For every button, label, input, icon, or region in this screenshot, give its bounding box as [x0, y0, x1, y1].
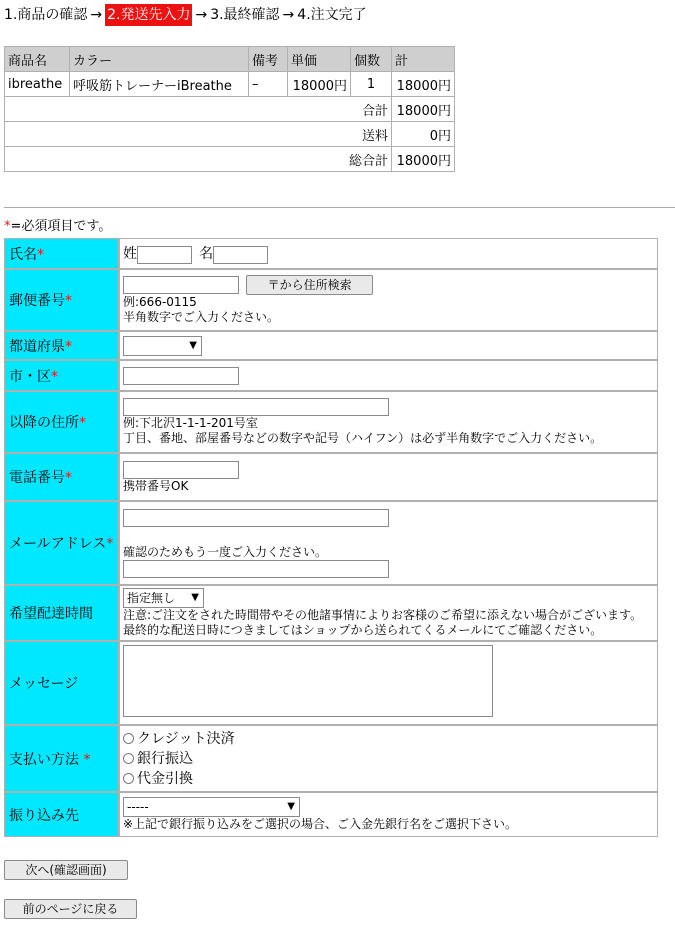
address-input[interactable] [123, 398, 389, 416]
required-mark: * [51, 368, 58, 385]
payment-option-credit[interactable] [123, 729, 654, 749]
email-confirm-input[interactable] [123, 560, 389, 578]
radio-button[interactable] [123, 733, 134, 744]
form-row-message [4, 641, 658, 725]
product-qty: 1 [351, 72, 392, 97]
bank-selected: ----- [127, 800, 149, 814]
address-label-cell [4, 391, 119, 453]
delivery-time-select[interactable] [123, 588, 204, 608]
order-summary-table [4, 46, 455, 172]
product-price: 18000円 [288, 72, 351, 97]
step-1: 1.商品の確認 [4, 7, 88, 23]
email-label: メールアドレス [9, 536, 107, 552]
tel-label: 電話番号 [9, 470, 65, 486]
zip-field-cell [119, 269, 658, 331]
email-confirm-hint: 確認のためもう一度ご入力ください。 [123, 544, 328, 559]
email-input[interactable] [123, 509, 389, 527]
radio-button[interactable] [123, 773, 134, 784]
checkout-steps [4, 4, 367, 26]
col-header-product: 商品名 [5, 47, 70, 72]
pref-label-cell [4, 331, 119, 360]
form-row-pref [4, 331, 658, 360]
bank-label-cell [4, 792, 119, 837]
shipping-form [4, 238, 658, 837]
form-row-email [4, 501, 658, 585]
required-mark: * [65, 338, 72, 355]
product-total: 18000円 [392, 72, 455, 97]
address-search-button[interactable]: 〒から住所検索 [246, 275, 373, 295]
address-hint: 丁目、番地、部屋番号などの数字や記号（ハイフン）は必ず半角数字でご入力ください。 [123, 431, 603, 445]
chevron-down-icon: ▼ [189, 339, 197, 351]
grand-total-label: 総合計 [5, 147, 392, 172]
col-header-price: 単価 [288, 47, 351, 72]
pref-label: 都道府県 [9, 338, 65, 355]
first-name-input[interactable] [213, 246, 268, 264]
payment-label-cell [4, 725, 119, 792]
chevron-down-icon: ▼ [191, 592, 199, 603]
bank-label: 振り込み先 [9, 807, 79, 824]
step-arrow: → [282, 7, 295, 23]
delivery-time-selected: 指定無し [127, 591, 176, 605]
product-name: ibreathe [5, 72, 70, 97]
tel-hint: 携帯番号OK [123, 478, 189, 493]
col-header-note: 備考 [249, 47, 288, 72]
form-row-name [4, 238, 658, 269]
zip-hint: 半角数字でご入力ください。 [123, 310, 280, 324]
payment-option-label: 銀行振込 [137, 750, 193, 767]
name-field-cell [119, 238, 658, 269]
payment-option-bank[interactable] [123, 749, 654, 769]
shipping-label: 送料 [5, 122, 392, 147]
payment-label: 支払い方法 [9, 751, 79, 768]
grand-total-row [5, 147, 455, 172]
bank-field-cell [119, 792, 658, 837]
grand-total-value: 18000円 [392, 147, 455, 172]
delivery-time-label-cell [4, 585, 119, 641]
product-note: – [249, 72, 288, 97]
required-mark: * [65, 293, 72, 309]
city-input[interactable] [123, 367, 239, 385]
city-label: 市・区 [9, 368, 51, 385]
subtotal-label: 合計 [5, 97, 392, 122]
subtotal-value: 18000円 [392, 97, 455, 122]
zip-example: 例:666-0115 [123, 295, 197, 309]
pref-field-cell [119, 331, 658, 360]
email-label-cell [4, 501, 119, 585]
zip-label-cell [4, 269, 119, 331]
required-mark: * [79, 415, 86, 431]
shipping-row [5, 122, 455, 147]
address-field-cell [119, 391, 658, 453]
required-mark: * [4, 219, 11, 234]
product-color: 呼吸筋トレーナーiBreathe [70, 72, 249, 97]
first-name-label: 名 [199, 246, 214, 263]
last-name-input[interactable] [137, 246, 192, 264]
col-header-total: 計 [392, 47, 455, 72]
radio-button[interactable] [123, 753, 134, 764]
required-note [4, 218, 111, 236]
delivery-time-note-2: 最終的な配送日時につきましてはショップから送られてくるメールにてご確認ください。 [123, 623, 603, 637]
next-button[interactable]: 次へ(確認画面) [4, 860, 128, 880]
name-label-cell [4, 238, 119, 269]
tel-label-cell [4, 453, 119, 501]
city-field-cell [119, 360, 658, 391]
form-row-city [4, 360, 658, 391]
prefecture-select[interactable] [123, 336, 202, 356]
step-2-current: 2.発送先入力 [105, 4, 192, 26]
message-label-cell [4, 641, 119, 725]
last-name-label: 姓 [123, 246, 137, 263]
required-mark: * [83, 751, 91, 768]
payment-option-label: 代金引換 [137, 770, 193, 787]
form-row-zip [4, 269, 658, 331]
payment-field-cell [119, 725, 658, 792]
delivery-time-label: 希望配達時間 [9, 606, 93, 622]
form-row-delivery-time [4, 585, 658, 641]
zip-input[interactable] [123, 276, 239, 294]
payment-option-label: クレジット決済 [137, 730, 235, 747]
step-3: 3.最終確認 [210, 7, 280, 23]
bank-note: ※上記で銀行振り込みをご選択の場合、ご入金先銀行名をご選択下さい。 [123, 817, 518, 831]
email-field-cell [119, 501, 658, 585]
required-note-text: =必須項目です。 [10, 219, 112, 234]
subtotal-row [5, 97, 455, 122]
col-header-qty: 個数 [351, 47, 392, 72]
form-row-payment [4, 725, 658, 792]
message-label: メッセージ [9, 676, 79, 692]
table-row [5, 72, 455, 97]
form-row-address [4, 391, 658, 453]
tel-input[interactable] [123, 461, 239, 479]
tel-field-cell [119, 453, 658, 501]
step-arrow: → [90, 7, 103, 23]
delivery-time-note-1: 注意:ご注文をされた時間帯やその他諸事情によりお客様のご希望に添えない場合がございます。 [123, 608, 643, 622]
required-mark: * [106, 536, 114, 552]
shipping-value: 0円 [392, 122, 455, 147]
divider [4, 207, 675, 208]
form-row-bank [4, 792, 658, 837]
delivery-time-field-cell [119, 585, 658, 641]
payment-option-cod[interactable] [123, 769, 654, 789]
col-header-color: カラー [70, 47, 249, 72]
address-label: 以降の住所 [9, 415, 79, 431]
zip-label: 郵便番号 [9, 293, 65, 309]
message-textarea[interactable] [123, 645, 493, 717]
bank-select[interactable] [123, 797, 300, 817]
address-example: 例:下北沢1-1-1-201号室 [123, 416, 258, 430]
required-mark: * [65, 470, 72, 486]
city-label-cell [4, 360, 119, 391]
form-row-tel [4, 453, 658, 501]
required-mark: * [37, 246, 44, 263]
step-4: 4.注文完了 [297, 7, 367, 23]
message-field-cell [119, 641, 658, 725]
step-arrow: → [195, 7, 208, 23]
back-button[interactable]: 前のページに戻る [4, 899, 137, 919]
order-header-row [5, 47, 455, 72]
chevron-down-icon: ▼ [287, 801, 295, 812]
name-label: 氏名 [9, 246, 37, 263]
